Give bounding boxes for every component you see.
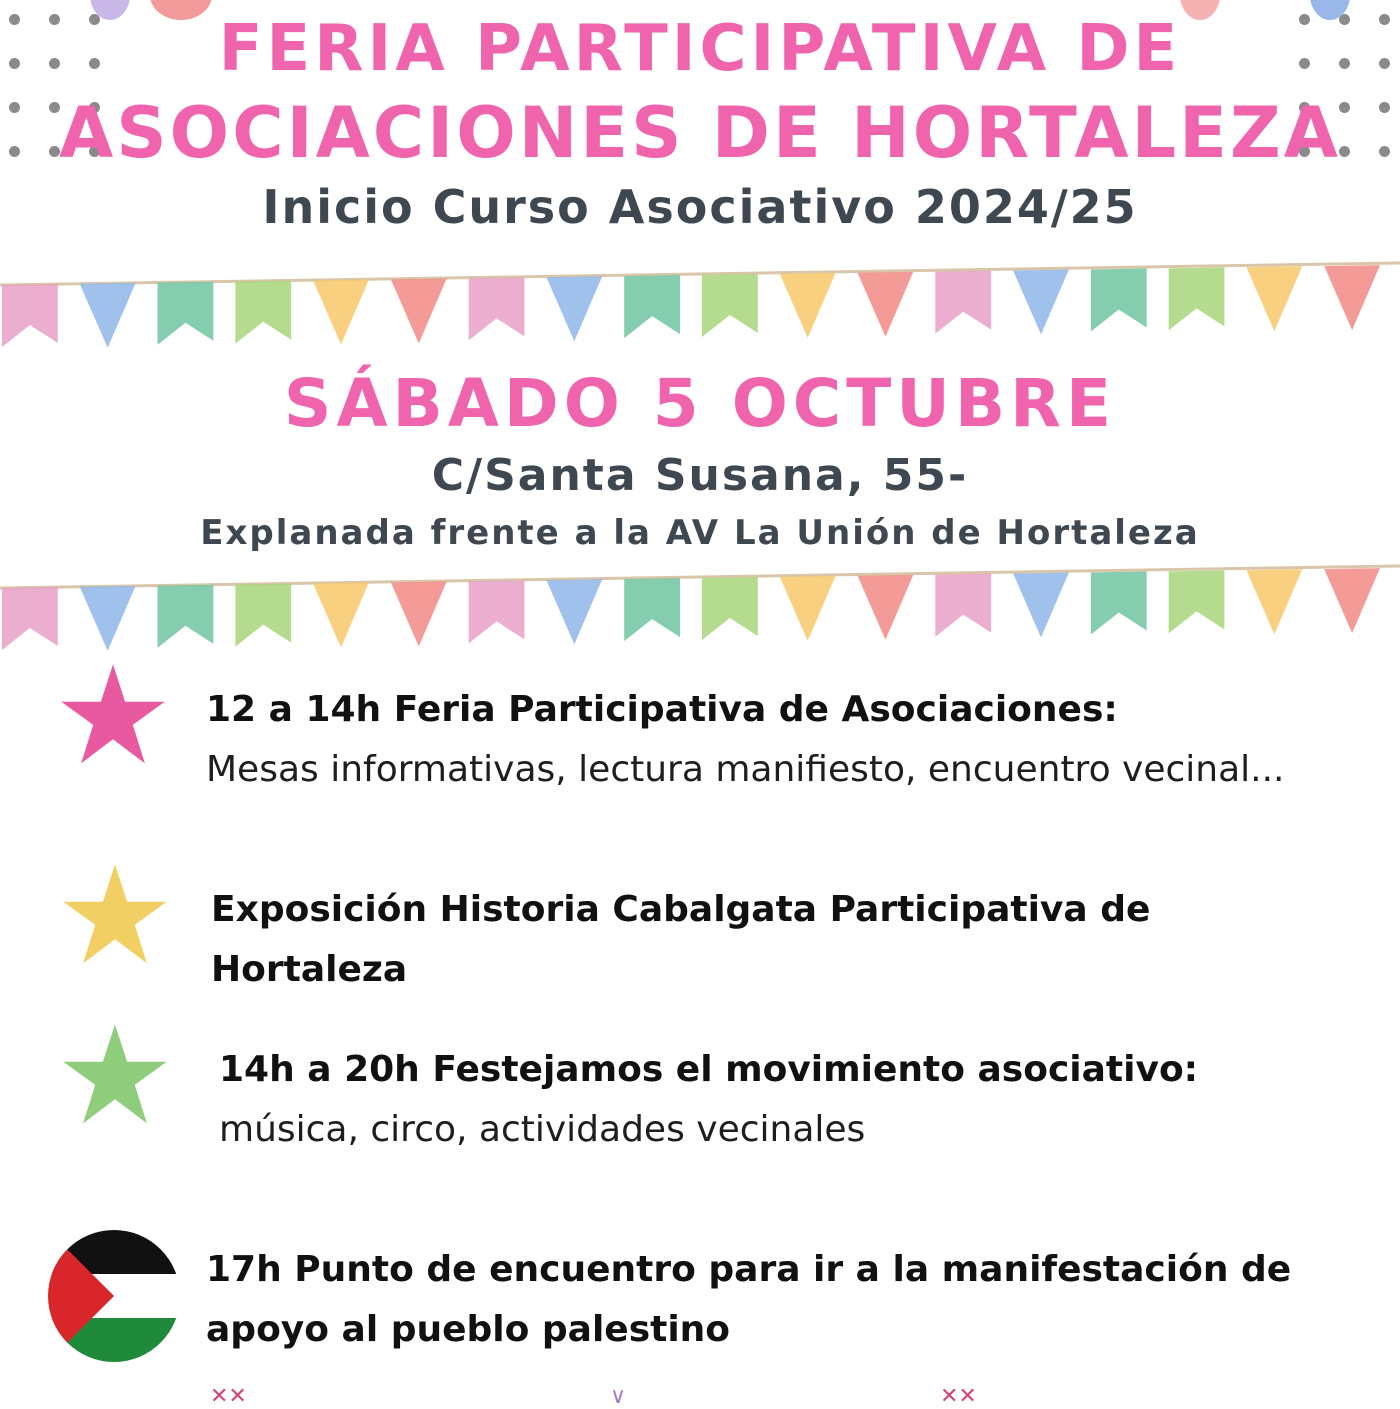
bunting-garland-top bbox=[0, 255, 1400, 365]
bunting-flag bbox=[158, 282, 214, 345]
bunting-flag bbox=[1091, 268, 1147, 331]
bunting-flag bbox=[780, 576, 836, 641]
bunting-flag bbox=[858, 575, 914, 640]
bunting-flag bbox=[1013, 573, 1069, 638]
program-item-3-detail: música, circo, actividades vecinales bbox=[219, 1109, 866, 1150]
bunting-flag bbox=[858, 272, 914, 337]
bunting-flag bbox=[546, 579, 602, 644]
bunting-flag bbox=[235, 281, 291, 344]
bunting-flag bbox=[624, 275, 680, 338]
event-date: SÁBADO 5 OCTUBRE bbox=[283, 365, 1117, 442]
program-item-3 bbox=[219, 1040, 1359, 1160]
bunting-flag bbox=[1324, 265, 1380, 330]
bunting-flag bbox=[702, 274, 758, 337]
page-title-line-1: FERIA PARTICIPATIVA DE bbox=[218, 12, 1182, 86]
bunting-flag bbox=[313, 280, 369, 345]
decorative-figure-icon: ✕✕ bbox=[210, 1384, 247, 1409]
bunting-flag bbox=[935, 271, 991, 334]
bunting-flag bbox=[780, 273, 836, 338]
program-item-1-detail: Mesas informativas, lectura manifiesto, encuentro vecinal... bbox=[206, 749, 1285, 790]
palestine-flag-icon bbox=[48, 1230, 180, 1362]
bunting-flag bbox=[935, 574, 991, 637]
program-item-3-lead: 14h a 20h Festejamos el movimiento asociativo: bbox=[219, 1049, 1199, 1090]
bunting-flag bbox=[624, 578, 680, 641]
event-venue: Explanada frente a la AV La Unión de Hortaleza bbox=[200, 513, 1200, 553]
bunting-flag bbox=[80, 586, 136, 651]
bunting-flag bbox=[1246, 266, 1302, 331]
bunting-flag bbox=[235, 584, 291, 647]
bunting-flag bbox=[391, 581, 447, 646]
program-item-2-lead: Exposición Historia Cabalgata Participativa de Hortaleza bbox=[211, 889, 1151, 990]
bunting-flag bbox=[1013, 270, 1069, 335]
decorative-figure-icon: ∨ bbox=[610, 1384, 627, 1409]
bunting-flag bbox=[80, 283, 136, 348]
decorative-figure-icon: ✕✕ bbox=[940, 1384, 977, 1409]
yellow-star-icon bbox=[60, 862, 170, 968]
bunting-flag bbox=[702, 577, 758, 640]
bunting-garland-bottom bbox=[0, 558, 1400, 668]
bunting-flag bbox=[391, 278, 447, 343]
bunting-flag bbox=[1169, 267, 1225, 330]
program-item-1-lead: 12 a 14h Feria Participativa de Asociaciones: bbox=[206, 689, 1118, 730]
pink-star-icon bbox=[58, 662, 168, 768]
green-star-icon bbox=[60, 1022, 170, 1128]
bunting-flag bbox=[469, 277, 525, 340]
bunting-flag bbox=[1324, 568, 1380, 633]
program-item-4 bbox=[206, 1240, 1346, 1360]
bunting-flag bbox=[469, 580, 525, 643]
program-item-1 bbox=[206, 680, 1346, 800]
program-item-2 bbox=[211, 880, 1351, 1000]
program-item-4-lead: 17h Punto de encuentro para ir a la manifestación de apoyo al pueblo palestino bbox=[206, 1249, 1292, 1350]
bunting-flag bbox=[158, 585, 214, 648]
bunting-flag bbox=[2, 587, 58, 650]
page-title-line-2: ASOCIACIONES DE HORTALEZA bbox=[59, 92, 1341, 174]
bunting-flag bbox=[2, 284, 58, 347]
bunting-flag bbox=[313, 583, 369, 648]
bunting-flag bbox=[546, 276, 602, 341]
bunting-flag bbox=[1091, 571, 1147, 634]
bunting-flag bbox=[1169, 570, 1225, 633]
event-address: C/Santa Susana, 55- bbox=[431, 450, 969, 501]
page-subtitle: Inicio Curso Asociativo 2024/25 bbox=[262, 180, 1138, 234]
bunting-flag bbox=[1246, 569, 1302, 634]
